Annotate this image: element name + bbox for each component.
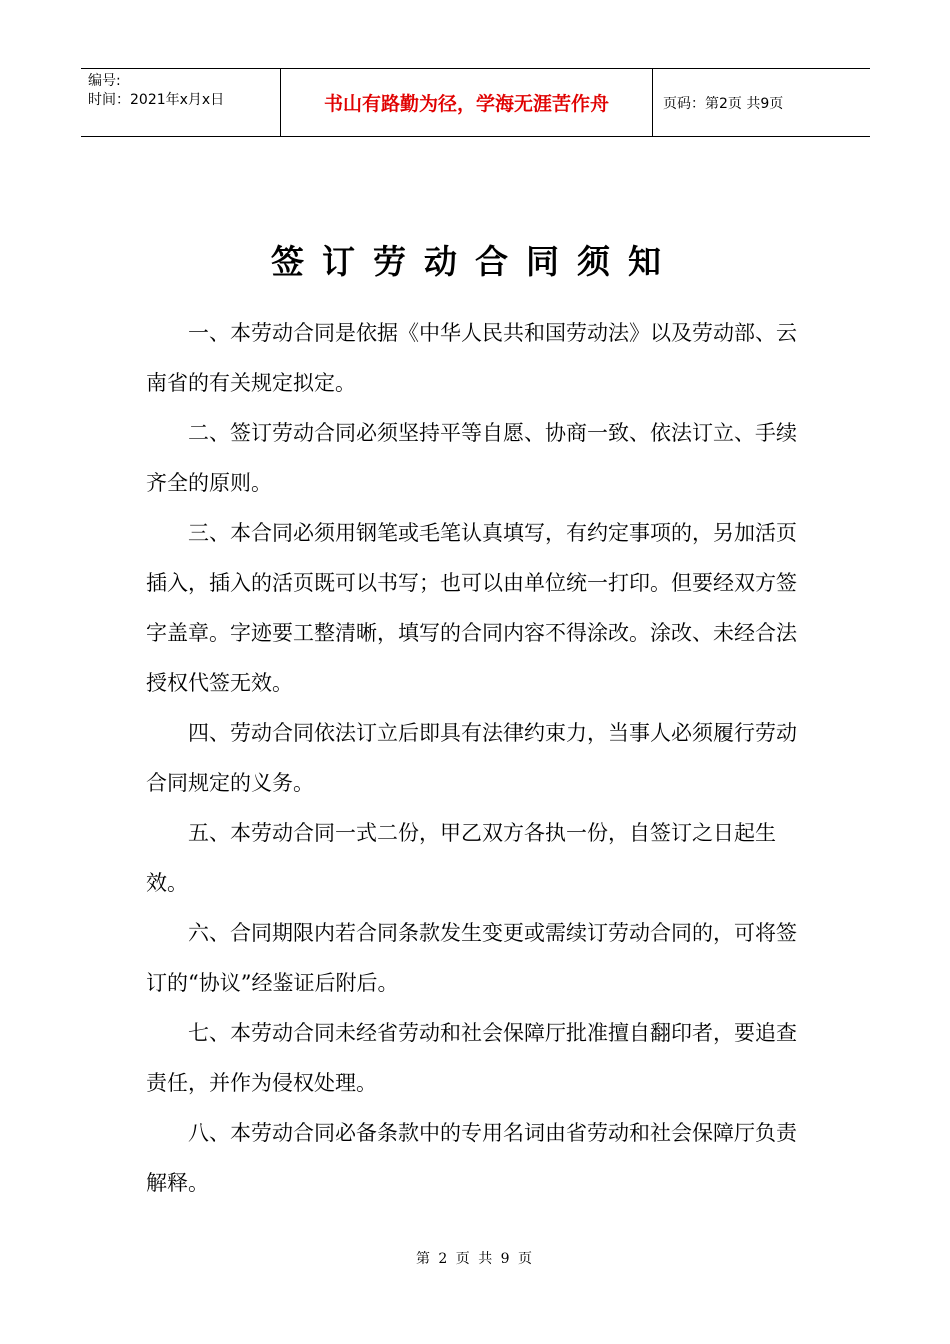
document-date-label: 时间：2021年x月x日 [88, 92, 225, 108]
paragraph-8: 八、本劳动合同必备条款中的专用名词由省劳动和社会保障厅负责解释。 [146, 1121, 797, 1195]
header-motto-cell [281, 69, 653, 136]
document-number-label: 编号: [88, 73, 121, 89]
paragraph-2: 二、签订劳动合同必须坚持平等自愿、协商一致、依法订立、手续齐全的原则。 [146, 421, 797, 495]
page-footer: 第 2 页 共 9 页 [415, 1251, 535, 1267]
paragraph-6: 六、合同期限内若合同条款发生变更或需续订劳动合同的，可将签订的“协议”经鉴证后附后。 [146, 921, 797, 995]
paragraph-7: 七、本劳动合同未经省劳动和社会保障厅批准擅自翻印者，要追查责任，并作为侵权处理。 [146, 1021, 797, 1095]
header-motto: 书山有路勤为径，学海无涯苦作舟 [323, 93, 609, 115]
paragraph-5: 五、本劳动合同一式二份，甲乙双方各执一份，自签订之日起生效。 [146, 821, 776, 895]
header-meta-cell [81, 69, 281, 136]
paragraph-1: 一、本劳动合同是依据《中华人民共和国劳动法》以及劳动部、云南省的有关规定拟定。 [146, 321, 797, 395]
header-page-info: 页码：第2页 共9页 [663, 95, 784, 112]
paragraph-3: 三、本合同必须用钢笔或毛笔认真填写，有约定事项的，另加活页插入，插入的活页既可以书写；也可以由单位统一打印。但要经双方签字盖章。字迹要工整清晰，填写的合同内容不得涂改。涂改、未经合法授权代签无效。 [146, 521, 797, 695]
header-table [81, 68, 870, 137]
document-title: 签订劳动合同须知 [271, 242, 679, 281]
header-page-cell [653, 69, 870, 136]
document-body [146, 308, 806, 1208]
paragraph-4: 四、劳动合同依法订立后即具有法律约束力，当事人必须履行劳动合同规定的义务。 [146, 721, 797, 795]
